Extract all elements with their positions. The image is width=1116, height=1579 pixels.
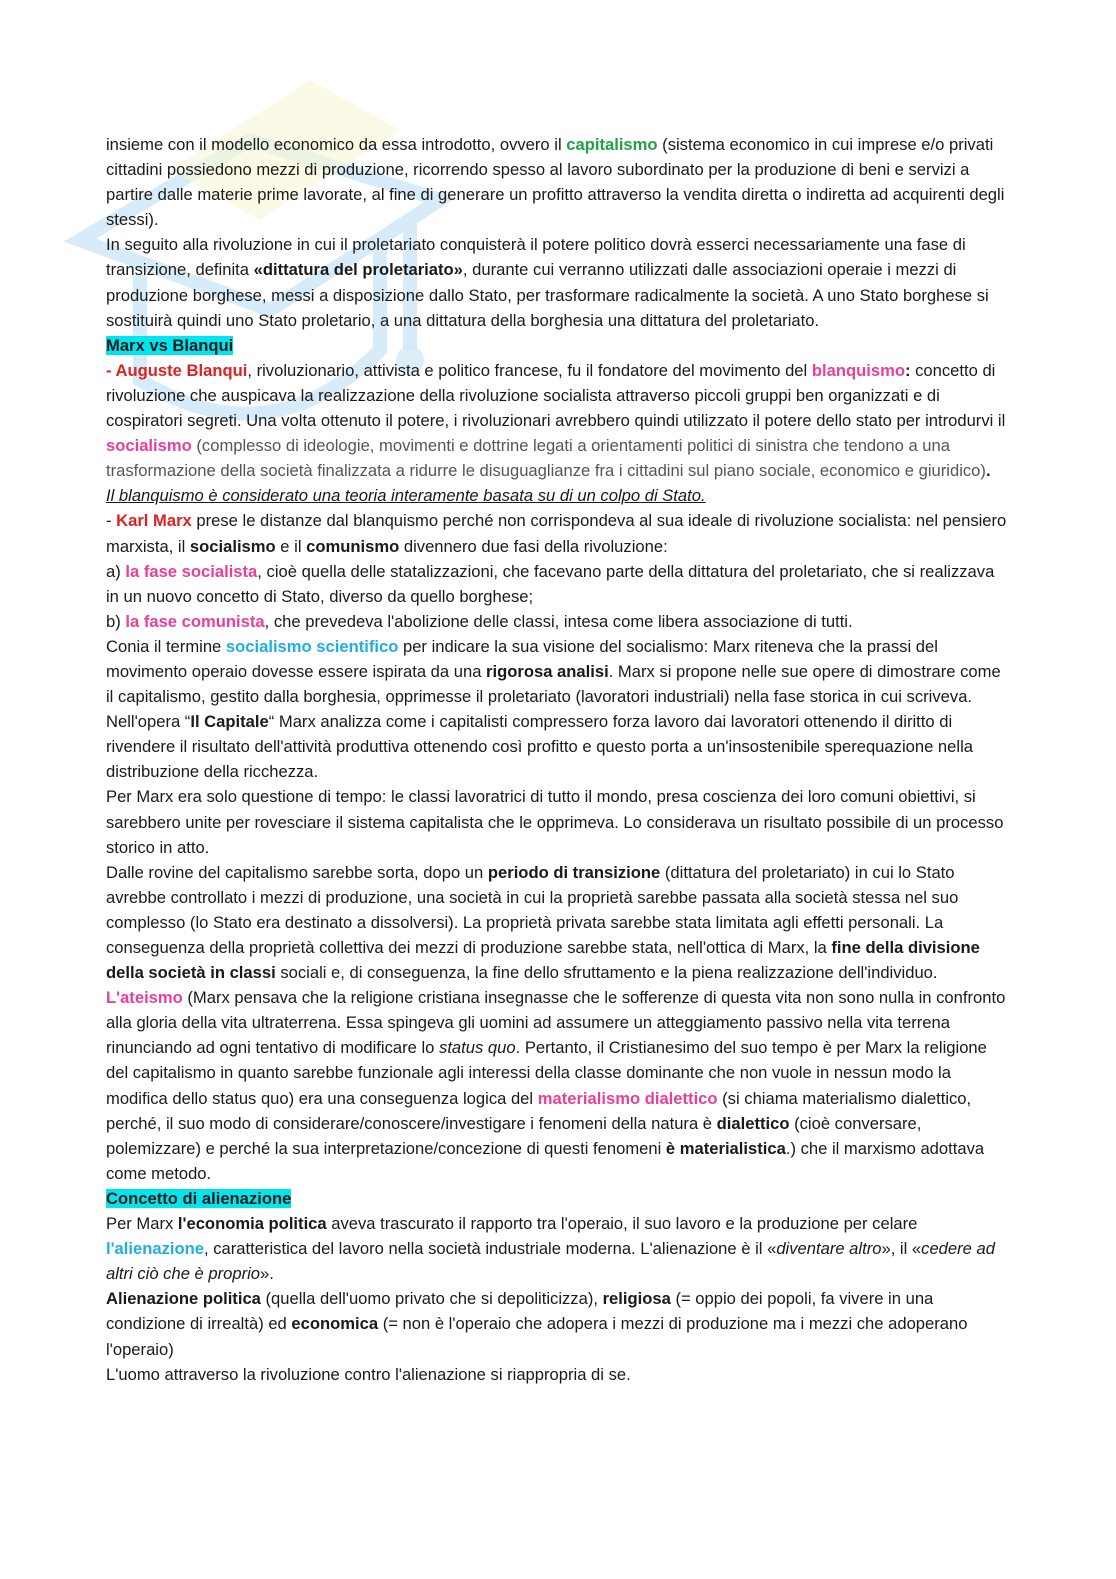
list-item-fase-comunista: b) la fase comunista, che prevedeva l'abolizione delle classi, intesa come libera associazione di tutti. (106, 611, 853, 631)
term-ateismo: L'ateismo (106, 988, 183, 1008)
paragraph-capitalismo: insieme con il modello economico da essa introdotto, ovvero il capitalismo (sistema economico in cui imprese e/o privati cittadini possiedono mezzi di produzione, ricorrendo spesso al lavoro subordinato per la produzione di beni e servizi a partire dalle materie prime lavorate, al fine di generare un profitto attraverso la vendita diretta o indiretta ad acquirenti degli stessi). (106, 135, 1005, 230)
term-socialismo-scientifico: socialismo scientifico (225, 636, 399, 656)
section-heading-alienazione: Concetto di alienazione (106, 1188, 292, 1208)
term-socialismo: socialismo (106, 436, 192, 456)
paragraph-tipi-alienazione: Alienazione politica (quella dell'uomo privato che si depoliticizza), religiosa (= oppio dei popoli, fa vivere in una condizione di irrealtà) ed economica (= non è l'operaio che adopera i mezzi di produzione ma i mezzi che adoperano l'operaio) (106, 1289, 968, 1359)
name-karl-marx: Karl Marx (116, 511, 192, 531)
paragraph-colpo-di-stato: Il blanquismo è considerato una teoria interamente basata su di un colpo di Stato. (106, 486, 706, 506)
term-dittatura-proletariato: «dittatura del proletariato» (253, 260, 463, 280)
term-alienazione: l'alienazione (106, 1239, 205, 1259)
term-materialismo-dialettico: materialismo dialettico (537, 1088, 718, 1108)
name-auguste-blanqui: - Auguste Blanqui (106, 360, 248, 380)
paragraph-socialismo-scientifico: Conia il termine socialismo scientifico per indicare la sua visione del socialismo: Marx riteneva che la prassi del movimento operaio dovesse essere ispirata da una rigorosa analisi. Marx si propone nelle sue opere di dimostrare come il capitalismo, gestito dalla borghesia, opprimesse il proletariato (lavoratori industriali) nella fase storica in cui scriveva. Nell'opera “Il Capitale“ Marx analizza come i capitalisti compressero forza lavoro dai lavoratori ottenendo il diritto di rivendere il risultato dell'attività produttiva ottenendo così profitto e questo porta a un'insostenibile sperequazione nella distribuzione della ricchezza. (106, 636, 1001, 782)
term-capitalismo: capitalismo (566, 135, 658, 154)
paragraph-blanqui: - Auguste Blanqui, rivoluzionario, attivista e politico francese, fu il fondatore del movimento del blanquismo: concetto di rivoluzione che auspicava la realizzazione della rivoluzione socialista attraverso piccoli gruppi ben organizzati e di cospiratori segreti. Una volta ottenuto il potere, i rivoluzionari avrebbero quindi utilizzato il potere dello stato per introdurvi il socialismo (complesso di ideologie, movimenti e dottrine legati a orientamenti politici di sinistra che tendono a una trasformazione della società finalizzata a ridurre le disuguaglianze fra i cittadini sul piano sociale, economico e giuridico). (106, 360, 1006, 481)
document-body (106, 132, 1008, 1387)
paragraph-questione-di-tempo: Per Marx era solo questione di tempo: le classi lavoratrici di tutto il mondo, presa coscienza dei loro comuni obiettivi, si sarebbero unite per rovesciare il sistema capitalista che le opprimeva. Lo considerava un risultato possibile di un processo storico in atto. (106, 787, 1004, 857)
term-blanquismo: blanquismo (811, 360, 905, 380)
paragraph-karl-marx: - Karl Marx prese le distanze dal blanquismo perché non corrispondeva al sua ideale di rivoluzione socialista: nel pensiero marxista, il socialismo e il comunismo divennero due fasi della rivoluzione: (106, 511, 1007, 556)
list-item-fase-socialista: a) la fase socialista, cioè quella delle statalizzazioni, che facevano parte della dittatura del proletariato, che si realizzava in un nuovo concetto di Stato, diverso da quello borghese; (106, 561, 995, 606)
paragraph-rovine-capitalismo: Dalle rovine del capitalismo sarebbe sorta, dopo un periodo di transizione (dittatura del proletariato) in cui lo Stato avrebbe controllato i mezzi di produzione, una società in cui la proprietà sarebbe passata alla società stessa nel suo complesso (lo Stato era destinato a dissolversi). La proprietà privata sarebbe stata limitata agli effetti personali. La conseguenza della proprietà collettiva dei mezzi di produzione sarebbe stata, nell'ottica di Marx, la fine della divisione della società in classi sociali e, di conseguenza, la fine dello sfruttamento e la piena realizzazione dell'individuo. L'ateismo (Marx pensava che la religione cristiana insegnasse che le sofferenze di questa vita non sono nulla in confronto alla gloria della vita ultraterrena. Essa spingeva gli uomini ad assumere un atteggiamento passivo nella vita terrena rinunciando ad ogni tentativo di modificare lo status quo. Pertanto, il Cristianesimo del suo tempo è per Marx la religione del capitalismo in quanto sarebbe funzionale agli interessi della classe dominante che non vuole in nessun modo la modifica dello status quo) era una conseguenza logica del materialismo dialettico (si chiama materialismo dialettico, perché, il suo modo di considerare/conoscere/investigare i fenomeni della natura è dialettico (cioè conversare, polemizzare) e perché la sua interpretazione/concezione di questi fenomeni è materialistica.) che il marxismo adottava come metodo. (106, 862, 1006, 1183)
section-heading-marx-vs-blanqui: Marx vs Blanqui (106, 335, 234, 355)
paragraph-dittatura: In seguito alla rivoluzione in cui il proletariato conquisterà il potere politico dovrà esserci necessariamente una fase di transizione, definita «dittatura del proletariato», durante cui verranno utilizzati dalle associazioni operaie i mezzi di produzione borghese, messi a disposizione dallo Stato, per trasformare radicalmente la società. A uno Stato borghese si sostituirà quindi uno Stato proletario, a una dittatura della borghesia una dittatura del proletariato. (106, 235, 989, 330)
paragraph-riappropriazione: L'uomo attraverso la rivoluzione contro l'alienazione si riappropria di se. (106, 1364, 631, 1384)
paragraph-alienazione: Per Marx l'economia politica aveva trascurato il rapporto tra l'operaio, il suo lavoro e la produzione per celare l'alienazione, caratteristica del lavoro nella società industriale moderna. L'alienazione è il «diventare altro», il «cedere ad altri ciò che è proprio». (106, 1214, 995, 1284)
